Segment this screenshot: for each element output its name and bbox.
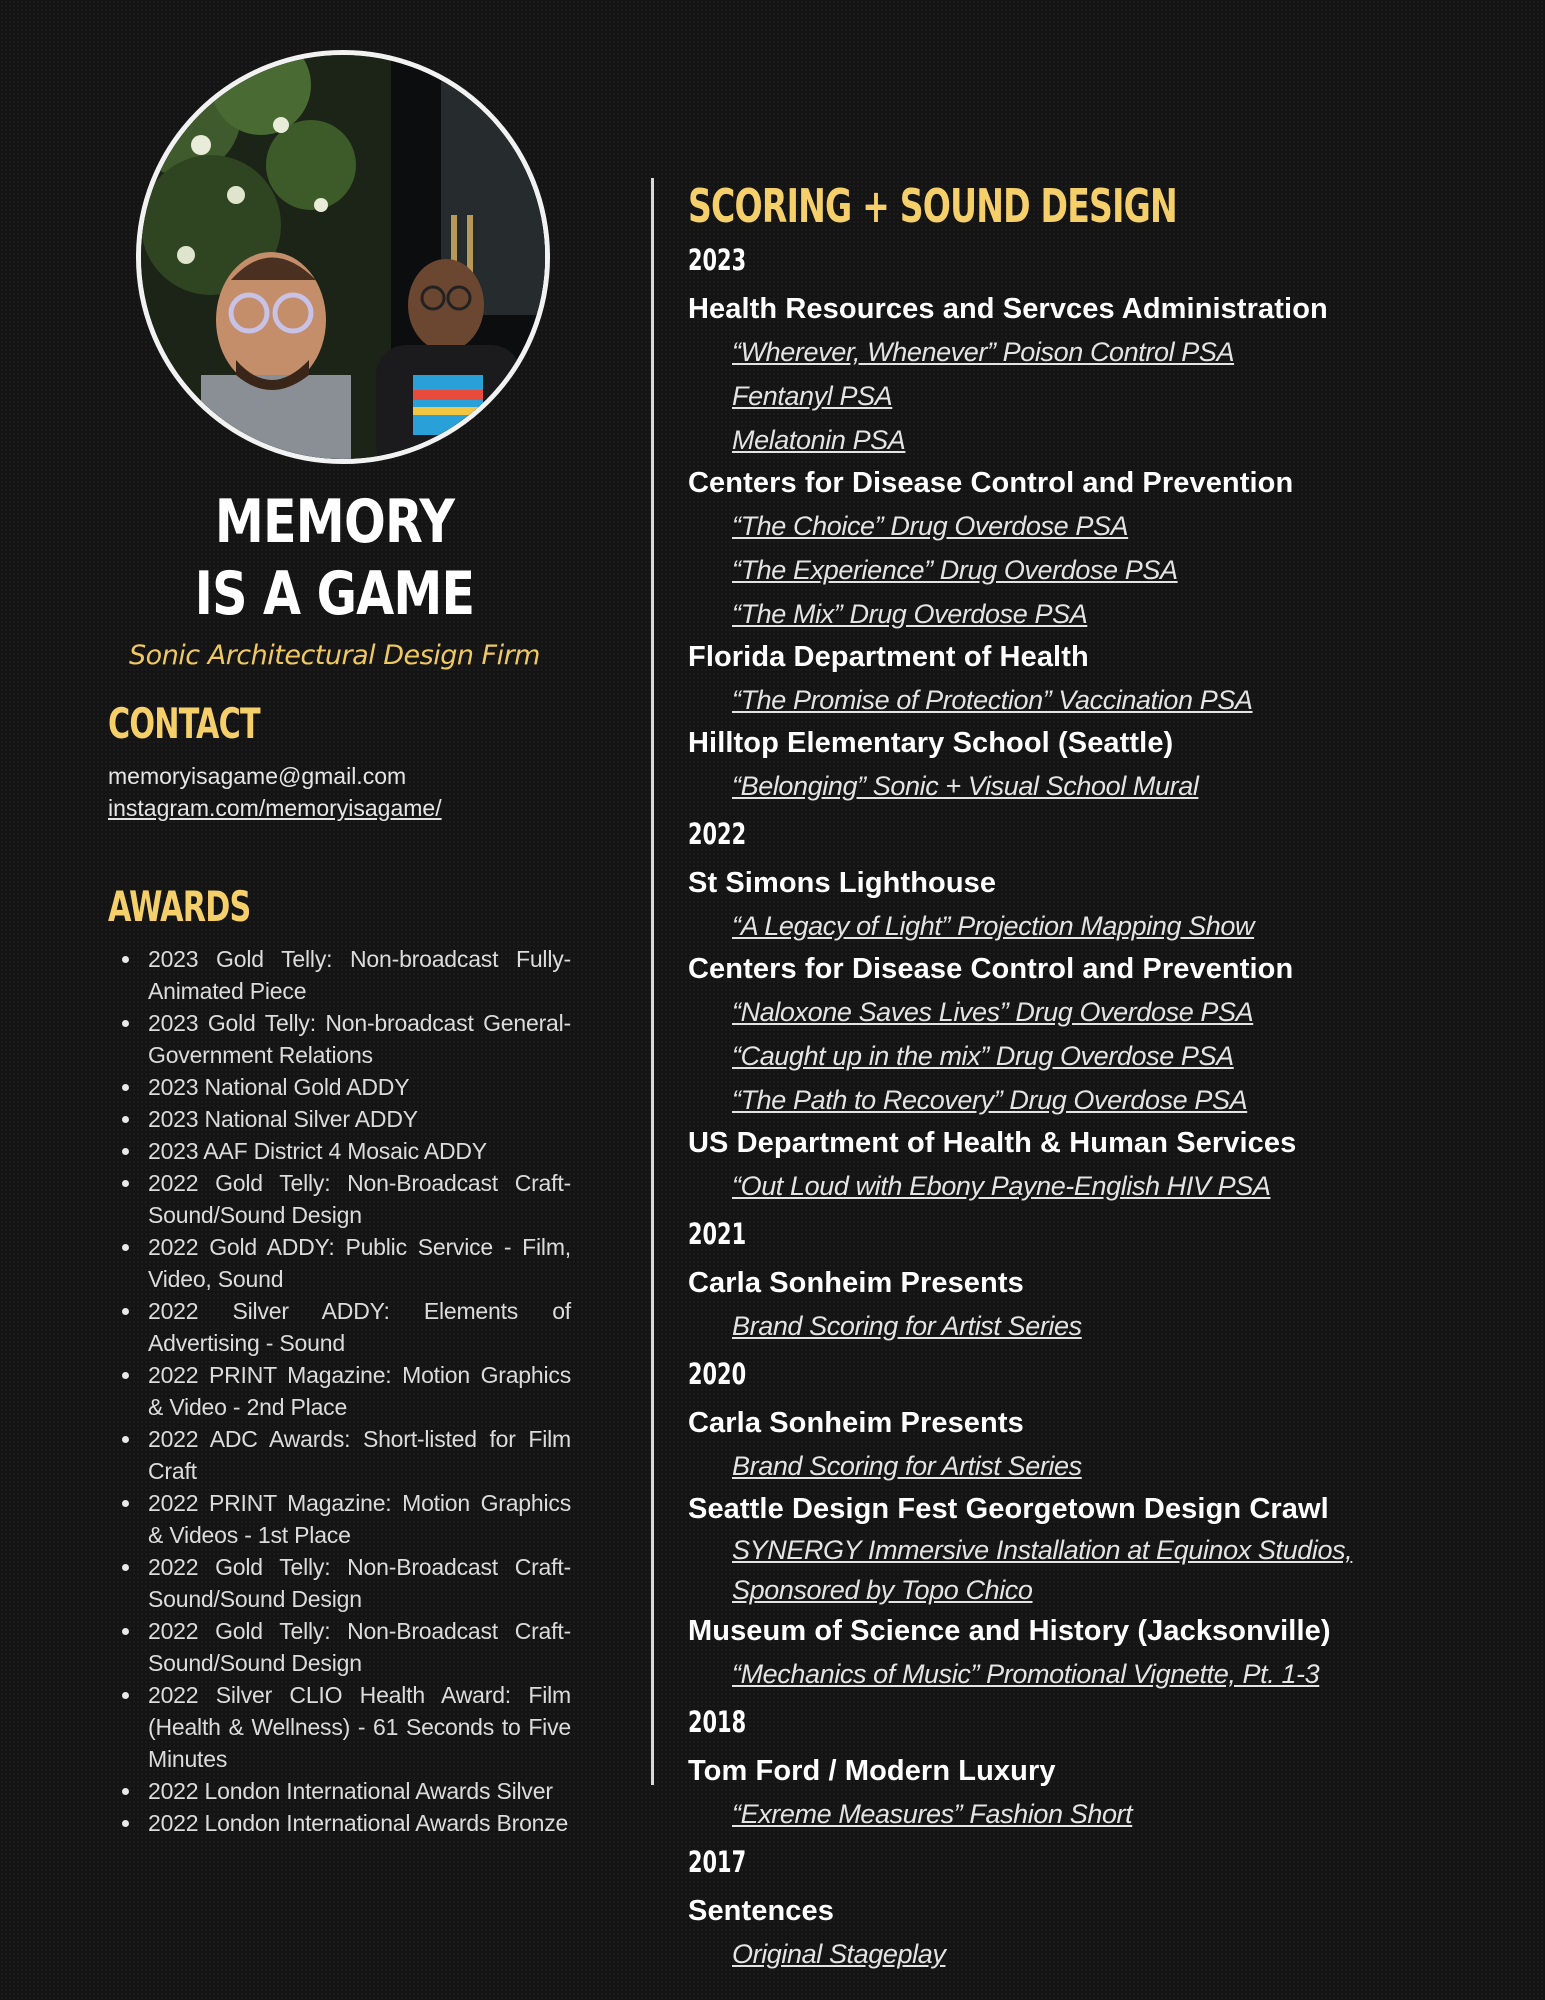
award-item: 2023 Gold Telly: Non-broadcast General-Government Relations: [148, 1007, 571, 1071]
project-link[interactable]: Melatonin PSA: [732, 425, 906, 455]
year-label: 2018: [688, 1705, 747, 1739]
client-name: Tom Ford / Modern Luxury: [688, 1755, 1056, 1787]
awards-heading: AWARDS: [108, 882, 251, 931]
award-item: 2022 ADC Awards: Short-listed for Film Craft: [148, 1423, 571, 1487]
project-link[interactable]: Brand Scoring for Artist Series: [732, 1311, 1082, 1341]
award-item: 2022 Gold Telly: Non-Broadcast Craft-Sound/Sound Design: [148, 1167, 571, 1231]
scoring-heading: SCORING + SOUND DESIGN: [688, 179, 1177, 233]
project-link[interactable]: “Belonging” Sonic + Visual School Mural: [732, 771, 1199, 801]
year-label: 2017: [688, 1845, 747, 1879]
year-label: 2022: [688, 817, 747, 851]
award-item: 2023 AAF District 4 Mosaic ADDY: [148, 1135, 571, 1167]
client-name: US Department of Health & Human Services: [688, 1127, 1297, 1159]
award-item: 2022 London International Awards Silver: [148, 1775, 571, 1807]
client-name: Sentences: [688, 1895, 834, 1927]
client-name: St Simons Lighthouse: [688, 867, 997, 899]
client-name: Carla Sonheim Presents: [688, 1267, 1024, 1299]
project-link[interactable]: “Out Loud with Ebony Payne-English HIV PSA: [732, 1171, 1271, 1201]
column-divider: [651, 178, 654, 1785]
tagline: Sonic Architectural Design Firm: [129, 640, 540, 671]
project-link[interactable]: “Caught up in the mix” Drug Overdose PSA: [732, 1041, 1234, 1071]
project-link[interactable]: “The Choice” Drug Overdose PSA: [732, 511, 1129, 541]
award-item: 2022 Gold Telly: Non-Broadcast Craft-Sound/Sound Design: [148, 1551, 571, 1615]
brand-name: [141, 486, 529, 630]
profile-photo-illustration: [141, 55, 545, 459]
client-name: Seattle Design Fest Georgetown Design Crawl: [688, 1493, 1329, 1525]
right-column: [688, 178, 1508, 1976]
project-link[interactable]: “The Mix” Drug Overdose PSA: [732, 599, 1088, 629]
award-item: 2022 Silver CLIO Health Award: Film (Health & Wellness) - 61 Seconds to Five Minutes: [148, 1679, 571, 1775]
award-item: 2022 London International Awards Bronze: [148, 1807, 571, 1839]
year-label: 2023: [688, 243, 747, 277]
year-label: 2021: [688, 1217, 747, 1251]
profile-photo: [136, 50, 550, 464]
project-link[interactable]: “Naloxone Saves Lives” Drug Overdose PSA: [732, 997, 1254, 1027]
project-link[interactable]: SYNERGY Immersive Installation at Equinox Studios,: [732, 1535, 1353, 1565]
contact-block: [108, 760, 571, 824]
client-name: Hilltop Elementary School (Seattle): [688, 727, 1174, 759]
award-item: 2023 National Silver ADDY: [148, 1103, 571, 1135]
client-name: Health Resources and Servces Administration: [688, 293, 1328, 325]
project-link[interactable]: “Exreme Measures” Fashion Short: [732, 1799, 1133, 1829]
project-link[interactable]: “The Path to Recovery” Drug Overdose PSA: [732, 1085, 1248, 1115]
project-link[interactable]: “The Promise of Protection” Vaccination PSA: [732, 685, 1253, 715]
left-column: [108, 50, 571, 1839]
project-link[interactable]: “A Legacy of Light” Projection Mapping Show: [732, 911, 1255, 941]
award-item: 2022 PRINT Magazine: Motion Graphics & Video - 2nd Place: [148, 1359, 571, 1423]
project-link[interactable]: Original Stageplay: [732, 1939, 946, 1969]
awards-list: [108, 943, 571, 1839]
project-link[interactable]: Fentanyl PSA: [732, 381, 893, 411]
instagram-link[interactable]: instagram.com/memoryisagame/: [108, 795, 442, 821]
award-item: 2022 Silver ADDY: Elements of Advertising - Sound: [148, 1295, 571, 1359]
project-link[interactable]: Sponsored by Topo Chico: [732, 1575, 1033, 1605]
award-item: 2022 Gold Telly: Non-Broadcast Craft-Sound/Sound Design: [148, 1615, 571, 1679]
year-label: 2020: [688, 1357, 747, 1391]
client-name: Centers for Disease Control and Prevention: [688, 467, 1294, 499]
client-name: Carla Sonheim Presents: [688, 1407, 1024, 1439]
client-name: Florida Department of Health: [688, 641, 1089, 673]
brand-name-line1: MEMORY: [214, 487, 455, 557]
brand-name-line2: IS A GAME: [194, 559, 475, 629]
award-item: 2023 Gold Telly: Non-broadcast Fully-Animated Piece: [148, 943, 571, 1007]
award-item: 2022 Gold ADDY: Public Service - Film, Video, Sound: [148, 1231, 571, 1295]
project-link[interactable]: “Mechanics of Music” Promotional Vignette, Pt. 1-3: [732, 1659, 1320, 1689]
email-link[interactable]: memoryisagame@gmail.com: [108, 763, 407, 789]
project-link[interactable]: “The Experience” Drug Overdose PSA: [732, 555, 1178, 585]
client-name: Centers for Disease Control and Prevention: [688, 953, 1294, 985]
award-item: 2022 PRINT Magazine: Motion Graphics & Videos - 1st Place: [148, 1487, 571, 1551]
project-link[interactable]: “Wherever, Whenever” Poison Control PSA: [732, 337, 1235, 367]
contact-heading: CONTACT: [108, 699, 260, 748]
award-item: 2023 National Gold ADDY: [148, 1071, 571, 1103]
client-name: Museum of Science and History (Jacksonville): [688, 1615, 1331, 1647]
project-link[interactable]: Brand Scoring for Artist Series: [732, 1451, 1082, 1481]
